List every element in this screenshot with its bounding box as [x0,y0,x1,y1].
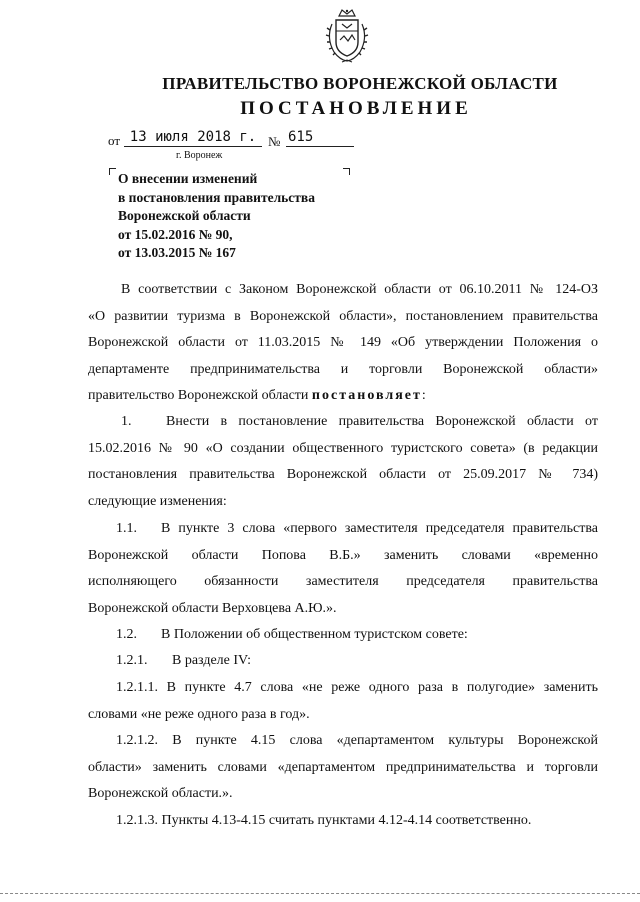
document-subject [118,170,358,263]
government-title: ПРАВИТЕЛЬСТВО ВОРОНЕЖСКОЙ ОБЛАСТИ [162,74,558,93]
item-line: Воронежской области Верховцева А.Ю.». [88,600,337,616]
number-prefix: № [268,134,281,149]
subject-line: в постановления правительства [118,189,315,205]
item-line: постановления правительства Воронежской области от 25.09.2017 № 734) [88,467,598,482]
city: г. Воронеж [176,150,223,161]
preamble-colon: : [421,388,426,403]
resolve-keyword: постановляет [311,388,422,403]
item-number: 1. [121,414,132,429]
item-line: Воронежской области Попова В.Б.» заменить словами «временно [88,547,598,563]
item-1-2-1-1 [88,675,598,728]
item-text: В Положении об общественном туристском совете: [161,627,468,642]
preamble-line: «О развитии туризма в Воронежской области», постановлением правительства [88,308,598,324]
item-1-1-first-line [88,516,598,543]
item-number: 1.1. [116,521,137,536]
item-text: В пункте 3 слова «первого заместителя председателя правительства [161,521,598,536]
item-line: словами «не реже одного раза в год». [88,706,310,722]
subject-line: от 13.03.2015 № 167 [118,245,236,260]
coat-of-arms-icon [322,8,372,66]
item-1 [88,409,598,515]
subject-corner-left [109,168,116,175]
document-type: ПОСТАНОВЛЕНИЕ [240,98,472,119]
preamble [88,277,598,410]
preamble-last-line [88,383,598,410]
item-1-1 [88,516,598,622]
item-number: 1.2.1. [116,653,148,668]
subject-line: от 15.02.2016 № 90, [118,226,233,242]
preamble-line: В соответствии с Законом Воронежской области от 06.10.2011 № 124-ОЗ [121,282,598,297]
item-line: исполняющего обязанности заместителя председателя правительства [88,574,598,589]
item-1-2-1-3 [88,808,598,835]
item-1-first-line [88,409,598,436]
date-prefix: от [108,133,121,148]
item-line: Воронежской области.». [88,786,233,801]
item-line: 1.2.1.1. В пункте 4.7 слова «не реже одного раза в полугодие» заменить [116,680,598,695]
item-1-2-line [88,622,598,649]
preamble-line: департаменте предпринимательства и торговли Воронежской области» [88,361,598,377]
item-1-2-1-2 [88,728,598,808]
item-line: следующие изменения: [88,493,227,509]
document-date: 13 июля 2018 г. [124,128,262,147]
item-line: области» заменить словами «департаментом предпринимательства и торговли [88,759,598,775]
page-bottom-edge [0,893,640,894]
document-number: 615 [286,128,354,147]
item-1-2-1 [88,648,598,675]
item-text: В разделе IV: [172,653,251,668]
item-1-2-1-line [88,648,598,675]
item-line: 15.02.2016 № 90 «О создании общественного туристского совета» (в редакции [88,440,598,456]
subject-line: О внесении изменений [118,171,258,186]
item-line: 1.2.1.3. Пункты 4.13-4.15 считать пунктами 4.12-4.14 соответственно. [116,813,532,828]
item-line: 1.2.1.2. В пункте 4.15 слова «департаментом культуры Воронежской [116,733,598,748]
item-number: 1.2. [116,627,137,642]
item-text: Внести в постановление правительства Воронежской области от [166,414,598,429]
preamble-line: правительство Воронежской области [88,388,309,403]
item-1-2 [88,622,598,649]
subject-line: Воронежской области [118,208,251,223]
preamble-line: Воронежской области от 11.03.2015 № 149 «Об утверждении Положения о [88,335,598,350]
